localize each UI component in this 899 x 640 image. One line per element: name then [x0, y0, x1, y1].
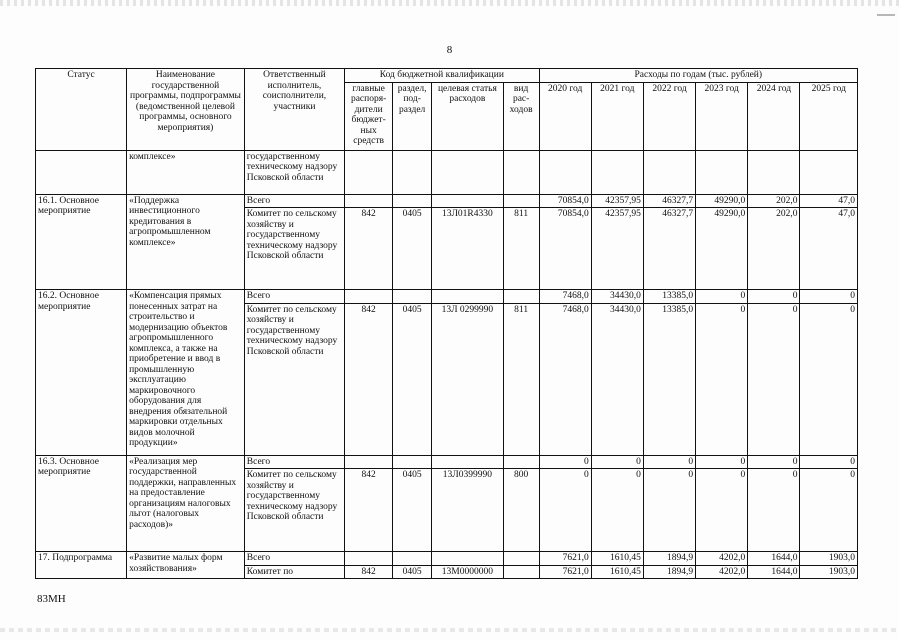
header-budget-code: Код бюджетной квалификации — [345, 69, 539, 83]
grbs-cell: 842 — [345, 469, 393, 552]
budget-table — [35, 68, 858, 579]
executor-cell: Комитет по сельскому хозяйству и государственному техническому надзору Псковской области — [244, 469, 344, 552]
table-row — [36, 290, 858, 304]
value-cell: 46327,7 — [643, 194, 695, 208]
header-executor: Ответственный исполнитель, соисполнители, участники — [244, 69, 344, 151]
header-year: 2024 год — [748, 82, 800, 150]
value-cell: 0 — [748, 469, 800, 552]
value-cell: 0 — [643, 469, 695, 552]
value-cell: 1644,0 — [748, 552, 800, 566]
value-cell: 0 — [539, 469, 591, 552]
name-cell: «Развитие малых форм хозяйствования» — [127, 552, 245, 579]
header-target: целевая статья расходов — [432, 82, 504, 150]
total-label: Всего — [244, 455, 344, 469]
type-cell — [503, 565, 539, 579]
name-cell: «Поддержка инвестиционного кредитования в агропромышленном комплексе» — [127, 194, 245, 290]
value-cell: 42357,95 — [591, 194, 643, 208]
value-cell: 1894,9 — [643, 552, 695, 566]
header-grbs: главные распоря-дители бюджет-ных средств — [345, 82, 393, 150]
table-row — [36, 150, 858, 194]
scan-edge-bottom — [0, 628, 899, 632]
value-cell: 1644,0 — [748, 565, 800, 579]
value-cell: 0 — [591, 455, 643, 469]
table-row — [36, 455, 858, 469]
type-cell: 811 — [503, 303, 539, 455]
grbs-cell: 842 — [345, 565, 393, 579]
value-cell: 0 — [643, 455, 695, 469]
value-cell: 1894,9 — [643, 565, 695, 579]
grbs-cell: 842 — [345, 303, 393, 455]
value-cell: 0 — [696, 290, 748, 304]
value-cell: 34430,0 — [591, 303, 643, 455]
table-row — [36, 194, 858, 208]
header-expense-type: вид рас-ходов — [503, 82, 539, 150]
executor-cell: Комитет по сельскому хозяйству и государственному техническому надзору Псковской области — [244, 303, 344, 455]
total-label: Всего — [244, 194, 344, 208]
page-number: 8 — [446, 44, 453, 56]
total-label: Всего — [244, 552, 344, 566]
value-cell: 1610,45 — [591, 565, 643, 579]
value-cell: 70854,0 — [539, 194, 591, 208]
value-cell: 70854,0 — [539, 208, 591, 290]
header-name: Наименование государственной программы, подпрограммы (ведомственной целевой программы, основного мероприятия) — [127, 69, 245, 151]
executor-cell: Комитет по сельскому хозяйству и государственному техническому надзору Псковской области — [244, 208, 344, 290]
status-cell: 16.1. Основное мероприятие — [36, 194, 127, 290]
value-cell: 49290,0 — [696, 194, 748, 208]
header-year: 2025 год — [800, 82, 858, 150]
name-cell: «Компенсация прямых понесенных затрат на строительство и модернизацию объектов агропромышленного комплекса, а также на приобретение и ввод в промышленную эксплуатацию маркировочного оборудования для внедрения обязательной маркировки отдельных видов молочной продукции» — [127, 290, 245, 456]
value-cell: 1610,45 — [591, 552, 643, 566]
status-cell: 16.2. Основное мероприятие — [36, 290, 127, 456]
value-cell: 1903,0 — [800, 552, 858, 566]
name-cell: комплексе» — [127, 150, 245, 194]
value-cell: 0 — [800, 303, 858, 455]
value-cell: 7621,0 — [539, 565, 591, 579]
header-section: раздел, под-раздел — [393, 82, 432, 150]
section-cell: 0405 — [393, 208, 432, 290]
type-cell: 811 — [503, 208, 539, 290]
value-cell: 202,0 — [748, 208, 800, 290]
section-cell: 0405 — [393, 303, 432, 455]
value-cell: 0 — [748, 290, 800, 304]
value-cell: 0 — [696, 469, 748, 552]
target-cell: 13Л0399990 — [432, 469, 504, 552]
header-status: Статус — [36, 69, 127, 151]
value-cell: 0 — [800, 469, 858, 552]
value-cell: 13385,0 — [643, 303, 695, 455]
value-cell: 34430,0 — [591, 290, 643, 304]
value-cell: 0 — [800, 290, 858, 304]
executor-cell: государственному техническому надзору Псковской области — [244, 150, 344, 194]
header-row — [36, 69, 858, 83]
value-cell: 7621,0 — [539, 552, 591, 566]
section-cell: 0405 — [393, 469, 432, 552]
value-cell: 4202,0 — [696, 565, 748, 579]
header-year: 2020 год — [539, 82, 591, 150]
section-cell: 0405 — [393, 565, 432, 579]
target-cell: 13М0000000 — [432, 565, 504, 579]
value-cell: 0 — [591, 469, 643, 552]
value-cell: 0 — [696, 303, 748, 455]
executor-cell: Комитет по — [244, 565, 344, 579]
value-cell: 49290,0 — [696, 208, 748, 290]
name-cell: «Реализация мер государственной поддержки, направленных на предоставление организациям налоговых льгот (налоговых расходов)» — [127, 455, 245, 552]
value-cell: 13385,0 — [643, 290, 695, 304]
target-cell: 13Л01R4330 — [432, 208, 504, 290]
value-cell: 0 — [748, 303, 800, 455]
scan-mark — [877, 14, 895, 16]
document-code: 83МН — [37, 593, 66, 605]
type-cell: 800 — [503, 469, 539, 552]
value-cell: 46327,7 — [643, 208, 695, 290]
header-year: 2022 год — [643, 82, 695, 150]
value-cell: 47,0 — [800, 194, 858, 208]
header-year: 2021 год — [591, 82, 643, 150]
value-cell: 7468,0 — [539, 290, 591, 304]
header-expenses: Расходы по годам (тыс. рублей) — [539, 69, 857, 83]
value-cell: 0 — [800, 455, 858, 469]
scan-edge-top — [0, 0, 899, 6]
value-cell: 1903,0 — [800, 565, 858, 579]
value-cell: 7468,0 — [539, 303, 591, 455]
value-cell: 0 — [696, 455, 748, 469]
target-cell: 13Л 0299990 — [432, 303, 504, 455]
value-cell: 47,0 — [800, 208, 858, 290]
header-year: 2023 год — [696, 82, 748, 150]
status-cell: 17. Подпрограмма — [36, 552, 127, 579]
value-cell: 0 — [539, 455, 591, 469]
value-cell: 42357,95 — [591, 208, 643, 290]
value-cell: 4202,0 — [696, 552, 748, 566]
grbs-cell: 842 — [345, 208, 393, 290]
total-label: Всего — [244, 290, 344, 304]
value-cell: 0 — [748, 455, 800, 469]
status-cell: 16.3. Основное мероприятие — [36, 455, 127, 552]
table-row — [36, 552, 858, 566]
value-cell: 202,0 — [748, 194, 800, 208]
